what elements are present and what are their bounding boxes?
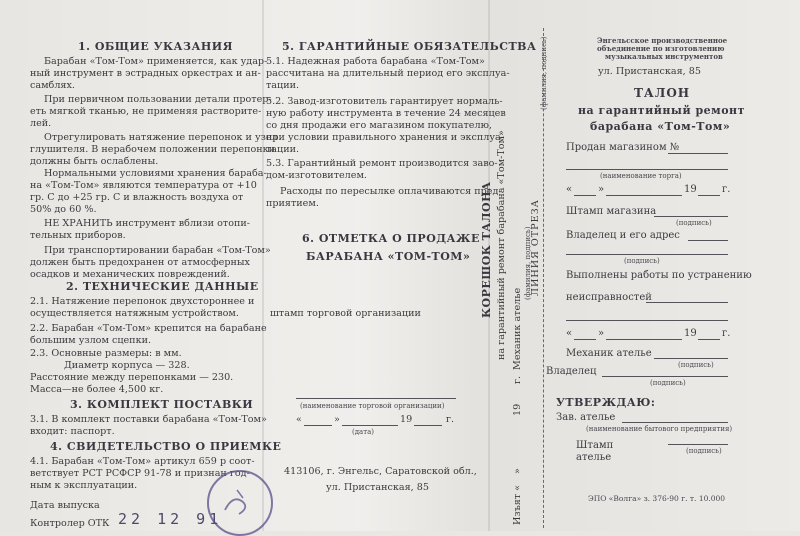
text-line: ветствует РСТ РСФСР 91-78 и признан год- xyxy=(30,468,250,479)
section-2-text-3 xyxy=(30,348,233,396)
approve-heading: УТВЕРЖДАЮ: xyxy=(556,396,656,409)
text-line: 2.1. Натяжение перепонок двухстороннее и xyxy=(30,296,255,307)
text-line: большим узлом сцепки. xyxy=(30,335,152,346)
sale-day-line xyxy=(304,425,332,426)
repair-month-line xyxy=(606,339,682,340)
repair-year-line xyxy=(698,339,720,340)
stub-mechanic-label: Механик ателье xyxy=(512,287,523,370)
text-line: Барабан «Том-Том» применяется, как удар- xyxy=(44,56,268,67)
section-3-text xyxy=(30,414,267,438)
stub-g: г. xyxy=(512,375,523,384)
atelier-stamp-label-2: ателье xyxy=(576,452,612,463)
head-sign-line xyxy=(668,444,728,445)
coupon-org-line-3: музыкальных инструментов xyxy=(605,52,723,61)
stamp-mark-icon xyxy=(209,472,267,530)
section-5-heading: 5. ГАРАНТИЙНЫЕ ОБЯЗАТЕЛЬСТВА xyxy=(282,40,537,53)
section-1-text-2 xyxy=(30,94,272,130)
cut-line xyxy=(543,28,544,528)
stub-surname-caption-2: (фамилия, подпись) xyxy=(524,226,532,300)
section-2-heading: 2. ТЕХНИЧЕСКИЕ ДАННЫЕ xyxy=(66,280,259,293)
head-of-atelier-line xyxy=(622,422,728,423)
repair-work-label-2: неисправностей xyxy=(566,292,652,303)
factory-address-line-2: ул. Пристанская, 85 xyxy=(326,482,429,493)
coupon-year: 19 xyxy=(684,184,697,195)
text-line: ный инструмент в эстрадных оркестрах и ан- xyxy=(30,68,261,79)
text-line: 5.2. Завод-изготовитель гарантирует нормаль- xyxy=(266,96,503,107)
repair-year: 19 xyxy=(684,328,697,339)
text-line: осадков и механических повреждений. xyxy=(30,269,230,280)
coupon-year-line xyxy=(698,195,720,196)
text-line: дом-изготовителем. xyxy=(266,170,367,181)
repair-work-label-1: Выполнены работы по устранению xyxy=(566,270,752,281)
text-line: тации. xyxy=(266,80,300,91)
section-2-text-1 xyxy=(30,296,254,320)
factory-address-line-1: 413106, г. Энгельс, Саратовской обл., xyxy=(284,466,477,477)
shop-signature-caption: (подпись) xyxy=(676,219,712,227)
torg-caption: (наименование торга) xyxy=(600,172,682,180)
issue-date-label: Дата выпуска xyxy=(30,500,100,511)
sale-month-line xyxy=(342,425,398,426)
text-line: приятием. xyxy=(266,198,319,209)
coupon-org-address: ул. Пристанская, 85 xyxy=(598,66,701,77)
section-1-text-3 xyxy=(30,132,278,168)
coupon-date-quote-open: « xyxy=(566,184,573,195)
text-line: гр. С до +25 гр. С и влажность воздуха от xyxy=(30,192,244,203)
trade-org-stamp-label: штамп торговой организации xyxy=(270,308,421,319)
coupon-owner-signature-caption: (подпись) xyxy=(650,379,686,387)
coupon-month-line xyxy=(606,195,682,196)
cut-line-label: ЛИНИЯ ОТРЕЗА xyxy=(530,199,541,296)
text-line: со дня продажи его магазином покупателю, xyxy=(266,120,492,131)
text-line: Масса—не более 4,500 кг. xyxy=(30,384,164,395)
atelier-name-caption: (наименование бытового предприятия) xyxy=(586,425,733,433)
text-line: при условии правильного хранения и эксплуа- xyxy=(266,132,505,143)
text-line: 2.2. Барабан «Том-Том» крепится на барабане xyxy=(30,323,267,334)
text-line: ным к эксплуатации. xyxy=(30,480,138,491)
stub-seized-label: Изъят « xyxy=(512,485,523,525)
section-6-heading: 6. ОТМЕТКА О ПРОДАЖЕ xyxy=(302,232,480,245)
stub-title: КОРЕШОК ТАЛОНА xyxy=(480,181,493,318)
coupon-title: ТАЛОН xyxy=(634,86,691,100)
repair-work-line-1 xyxy=(646,302,728,303)
sale-date-quote-close: » xyxy=(334,414,340,425)
text-line: Диаметр корпуса — 328. xyxy=(64,360,190,371)
text-line: на «Том-Том» являются температура от +10 xyxy=(30,180,257,191)
coupon-owner-line xyxy=(602,376,728,377)
section-5-text-3 xyxy=(266,158,498,182)
coupon-org-line-1: Энгельсское производственное xyxy=(597,36,728,45)
text-line: лей. xyxy=(30,118,52,129)
mechanic-sign-line xyxy=(654,358,728,359)
mechanic-signature-caption: (подпись) xyxy=(678,361,714,369)
section-1-text-5 xyxy=(30,218,250,242)
coupon-org-line-2: объединение по изготовлению xyxy=(597,44,725,53)
atelier-stamp-label-1: Штамп xyxy=(576,440,614,451)
section-4-heading: 4. СВИДЕТЕЛЬСТВО О ПРИЕМКЕ xyxy=(50,440,282,453)
coupon-day-line xyxy=(574,195,596,196)
section-6-subheading: БАРАБАНА «ТОМ-ТОМ» xyxy=(306,250,471,263)
trade-org-line xyxy=(296,398,456,399)
text-line: Расстояние между перепонками — 230. xyxy=(30,372,234,383)
otk-round-stamp xyxy=(207,470,273,536)
coupon-drum-name: барабана «Том-Том» xyxy=(590,120,731,133)
section-5-text-1 xyxy=(266,56,510,92)
repair-work-line-2 xyxy=(566,320,728,321)
shop-sign-line xyxy=(654,216,728,217)
text-line: НЕ ХРАНИТЬ инструмент вблизи отопи- xyxy=(44,218,250,229)
section-1-text-6 xyxy=(30,245,271,281)
section-1-text-4 xyxy=(30,168,267,216)
text-line: глушителя. В нерабочем положении перепонки xyxy=(30,144,276,155)
text-line: тельных приборов. xyxy=(30,230,126,241)
text-line: самблях. xyxy=(30,80,75,91)
stub-surname-caption-1: (фамилия, подпись) xyxy=(540,36,548,110)
sale-date-caption: (дата) xyxy=(352,428,374,436)
text-line: входит: паспорт. xyxy=(30,426,115,437)
coupon-mechanic-label: Механик ателье xyxy=(566,348,652,359)
text-line: При первичном пользовании детали протер- xyxy=(44,94,272,105)
text-line: Расходы по пересылке оплачиваются пред- xyxy=(280,186,502,197)
text-line: тации. xyxy=(266,144,300,155)
text-line: осуществляется натяжным устройством. xyxy=(30,308,239,319)
sold-by-label: Продан магазином № xyxy=(566,142,680,153)
repair-date-quote-open: « xyxy=(566,328,573,339)
text-line: ную работу инструмента в течение 24 месяцев xyxy=(266,108,506,119)
sale-year-line xyxy=(414,425,442,426)
torg-line xyxy=(566,169,728,170)
text-line: При транспортировании барабан «Том-Том» xyxy=(44,245,271,256)
sale-date-g: г. xyxy=(446,414,455,425)
print-run-info: ЭПО «Волга» з. 376-90 г. т. 10.000 xyxy=(588,494,726,503)
coupon-date-quote-close: » xyxy=(598,184,605,195)
sale-date-year: 19 xyxy=(400,414,413,425)
text-line: Отрегулировать натяжение перепонок и узел xyxy=(44,132,278,143)
owner-signature-caption: (подпись) xyxy=(624,257,660,265)
text-line: рассчитана на длительный период его эксплуа- xyxy=(266,68,510,79)
coupon-owner-label: Владелец xyxy=(546,366,597,377)
owner-address-label: Владелец и его адрес xyxy=(566,230,680,241)
trade-org-caption: (наименование торговой организации) xyxy=(300,402,445,410)
otk-controller-label: Контролер ОТК xyxy=(30,518,110,529)
owner-sign-line xyxy=(566,254,728,255)
coupon-g: г. xyxy=(722,184,731,195)
shop-stamp-label: Штамп магазина xyxy=(566,206,657,217)
section-3-heading: 3. КОМПЛЕКТ ПОСТАВКИ xyxy=(70,398,254,411)
shop-number-line xyxy=(668,153,728,154)
text-line: должны быть ослаблены. xyxy=(30,156,159,167)
text-line: 50% до 60 %. xyxy=(30,204,97,215)
section-2-text-2 xyxy=(30,323,267,347)
text-line: 5.1. Надежная работа барабана «Том-Том» xyxy=(266,56,485,67)
repair-day-line xyxy=(574,339,596,340)
sale-date-quote-open: « xyxy=(296,414,302,425)
head-of-atelier-label: Зав. ателье xyxy=(556,412,616,423)
stub-seized-close: » xyxy=(512,468,523,474)
text-line: 3.1. В комплект поставки барабана «Том-Том» xyxy=(30,414,267,425)
text-line: должен быть предохранен от атмосферных xyxy=(30,257,250,268)
head-signature-caption: (подпись) xyxy=(686,447,722,455)
text-line: еть мягкой тканью, не применяя растворите- xyxy=(30,106,262,117)
text-line: 2.3. Основные размеры: в мм. xyxy=(30,348,182,359)
repair-date-quote-close: » xyxy=(598,328,605,339)
text-line: 4.1. Барабан «Том-Том» артикул 659 р соот- xyxy=(30,456,255,467)
repair-g: г. xyxy=(722,328,731,339)
text-line: 5.3. Гарантийный ремонт производится заво- xyxy=(266,158,498,169)
owner-address-line xyxy=(688,240,728,241)
text-line: Нормальными условиями хранения бараба- xyxy=(44,168,267,179)
date-stamp: 22 12 91 xyxy=(118,510,223,528)
section-1-text-1 xyxy=(30,56,267,92)
section-1-heading: 1. ОБЩИЕ УКАЗАНИЯ xyxy=(78,40,233,53)
coupon-subtitle: на гарантийный ремонт xyxy=(578,104,745,117)
section-5-text-4 xyxy=(266,186,502,210)
stub-year: 19 xyxy=(512,403,523,416)
stub-subtitle: на гарантийный ремонт барабана «Том-Том» xyxy=(496,130,507,360)
section-5-text-2 xyxy=(266,96,506,156)
